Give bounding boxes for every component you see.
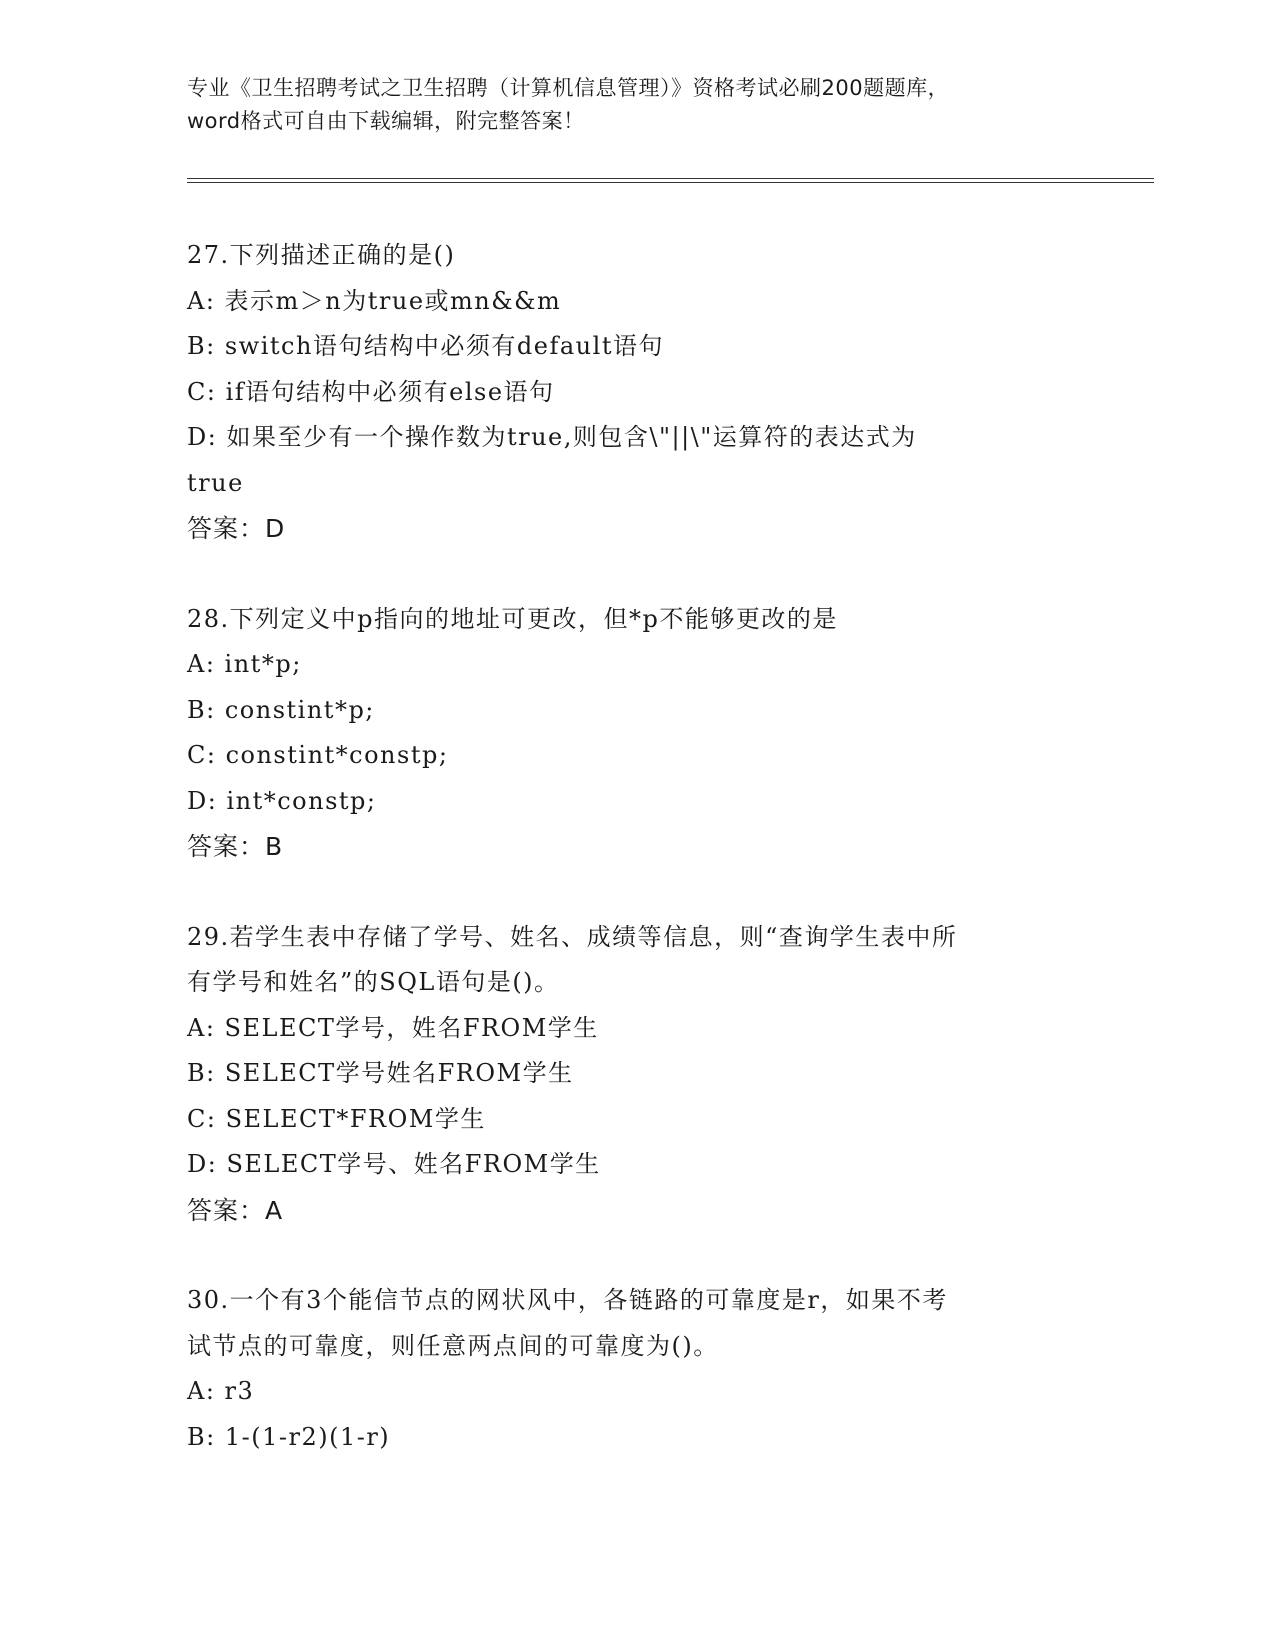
option-c: C: constint*constp; [187,741,449,769]
option-a: A: 表示m＞n为true或mn&&m [187,286,562,315]
header-line-1: 专业《卫生招聘考试之卫生招聘（计算机信息管理）》资格考试必刷200题题库， [187,76,950,100]
question-list [187,233,1087,1505]
question-stem: 28.下列定义中p指向的地址可更改，但*p不能够更改的是 [187,604,838,633]
question-stem: 27.下列描述正确的是() [187,241,456,269]
answer-line: 答案：B [187,832,284,861]
option-b: B: switch语句结构中必须有default语句 [187,332,664,360]
option-d-continued: true [187,468,244,497]
header-divider-bottom [187,182,1154,183]
header-line-2: word格式可自由下载编辑，附完整答案！ [187,109,585,133]
question-29 [187,915,1087,1234]
option-d: D: 如果至少有一个操作数为true,则包含\"||\"运算符的表达式为 [187,423,917,451]
option-b: B: 1-(1-r2)(1-r) [187,1422,391,1451]
question-stem-continued: 试节点的可靠度，则任意两点间的可靠度为()。 [187,1331,719,1360]
option-a: A: int*p; [187,650,302,678]
answer-line: 答案：D [187,514,286,543]
question-28 [187,597,1087,870]
question-stem: 30.一个有3个能信节点的网状风中，各链路的可靠度是r，如果不考 [187,1286,948,1314]
question-stem-continued: 有学号和姓名”的SQL语句是()。 [187,968,560,996]
option-b: B: constint*p; [187,695,375,724]
option-b: B: SELECT学号姓名FROM学生 [187,1059,574,1087]
option-d: D: int*constp; [187,786,377,815]
option-d: D: SELECT学号、姓名FROM学生 [187,1150,601,1178]
option-a: A: SELECT学号，姓名FROM学生 [187,1013,599,1042]
header-divider-top [187,178,1154,179]
option-c: C: if语句结构中必须有else语句 [187,377,555,406]
answer-line: 答案：A [187,1195,284,1225]
question-30 [187,1278,1087,1460]
question-27 [187,233,1087,552]
option-a: A: r3 [187,1377,255,1405]
option-c: C: SELECT*FROM学生 [187,1104,486,1133]
document-header [187,72,1087,138]
question-stem: 29.若学生表中存储了学号、姓名、成绩等信息，则“查询学生表中所 [187,922,958,951]
